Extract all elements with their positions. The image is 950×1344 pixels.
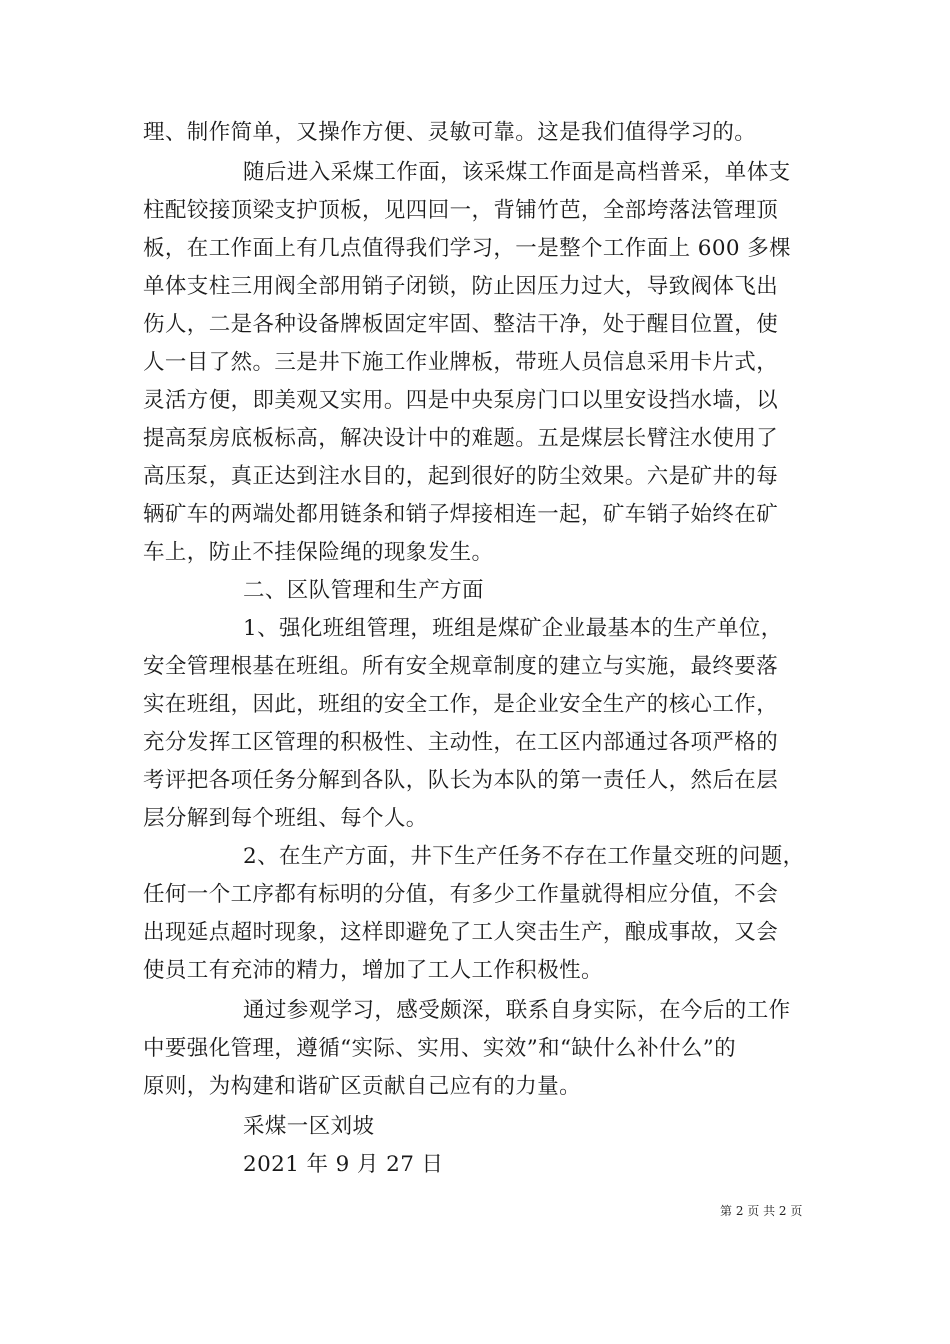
text-line: 灵活方便，即美观又实用。四是中央泵房门口以里安设挡水墙，以	[143, 388, 779, 413]
paragraph-start: 2、在生产方面，井下生产任务不存在工作量交班的问题，	[243, 844, 805, 869]
signature-name: 采煤一区刘坡	[243, 1114, 375, 1139]
text-line: 车上，防止不挂保险绳的现象发生。	[143, 540, 494, 565]
text-line: 提高泵房底板标高，解决设计中的难题。五是煤层长臂注水使用了	[143, 426, 779, 451]
paragraph-start: 1、强化班组管理，班组是煤矿企业最基本的生产单位，	[243, 616, 783, 641]
text-line: 中要强化管理，遵循“实际、实用、实效”和“缺什么补什么”的	[143, 1036, 737, 1061]
text-line: 安全管理根基在班组。所有安全规章制度的建立与实施，最终要落	[143, 654, 779, 679]
text-line: 高压泵，真正达到注水目的，起到很好的防尘效果。六是矿井的每	[143, 464, 779, 489]
text-line: 板，在工作面上有几点值得我们学习，一是整个工作面上 600 多棵	[143, 236, 792, 261]
text-line: 层分解到每个班组、每个人。	[143, 806, 428, 831]
text-line: 辆矿车的两端处都用链条和销子焊接相连一起，矿车销子始终在矿	[143, 502, 779, 527]
text-line: 实在班组，因此，班组的安全工作，是企业安全生产的核心工作，	[143, 692, 779, 717]
section-heading: 二、区队管理和生产方面	[243, 578, 484, 603]
page-number-footer: 第 2 页 共 2 页	[720, 1204, 803, 1218]
text-line: 伤人，二是各种设备牌板固定牢固、整洁干净，处于醒目位置，使	[143, 312, 779, 337]
text-line: 单体支柱三用阀全部用销子闭锁，防止因压力过大，导致阀体飞出	[143, 274, 779, 299]
text-line: 柱配铰接顶梁支护顶板，见四回一，背铺竹芭，全部垮落法管理顶	[143, 198, 779, 223]
paragraph-start: 随后进入采煤工作面，该采煤工作面是高档普采，单体支	[243, 160, 791, 185]
text-line: 考评把各项任务分解到各队，队长为本队的第一责任人，然后在层	[143, 768, 779, 793]
text-line: 理、制作简单，又操作方便、灵敏可靠。这是我们值得学习的。	[143, 120, 757, 145]
text-line: 出现延点超时现象，这样即避免了工人突击生产，酿成事故，又会	[143, 920, 779, 945]
text-line: 原则，为构建和谐矿区贡献自己应有的力量。	[143, 1074, 582, 1099]
text-line: 人一目了然。三是井下施工作业牌板，带班人员信息采用卡片式，	[143, 350, 779, 375]
paragraph-start: 通过参观学习，感受颇深，联系自身实际，在今后的工作	[243, 998, 791, 1023]
signature-date: 2021 年 9 月 27 日	[243, 1152, 444, 1177]
text-line: 使员工有充沛的精力，增加了工人工作积极性。	[143, 958, 603, 983]
text-line: 任何一个工序都有标明的分值，有多少工作量就得相应分值，不会	[143, 882, 779, 907]
text-line: 充分发挥工区管理的积极性、主动性，在工区内部通过各项严格的	[143, 730, 779, 755]
